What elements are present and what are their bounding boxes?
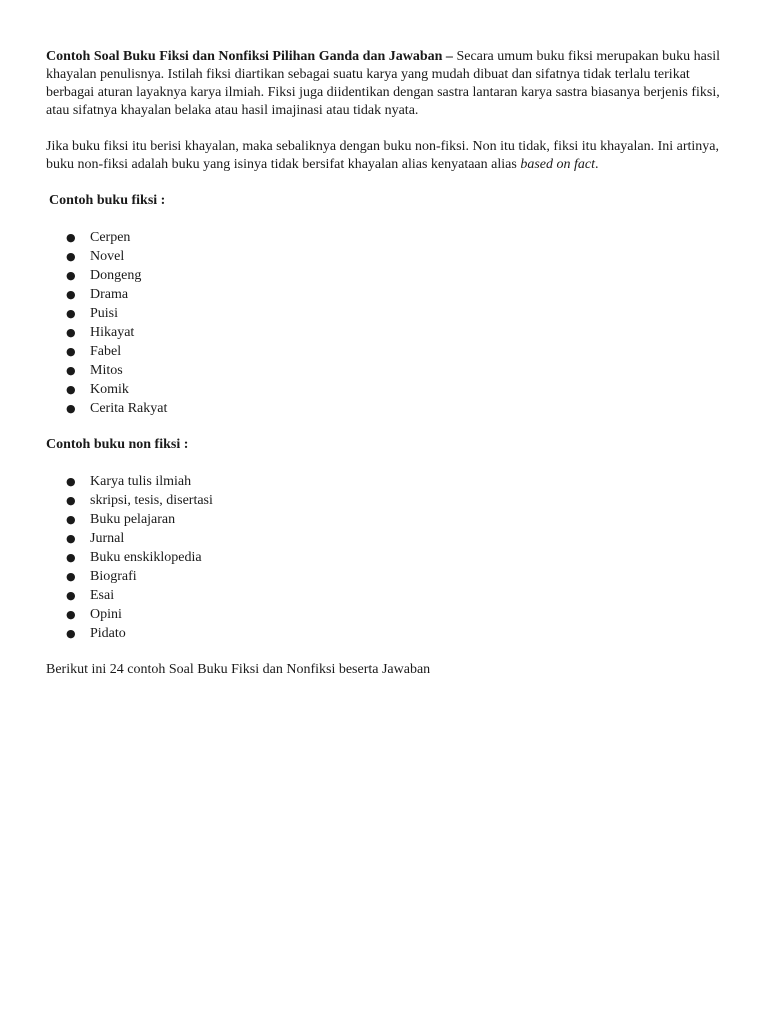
list-item — [46, 491, 726, 510]
bullet-icon: ● — [66, 402, 76, 415]
list-item-label: Opini — [90, 607, 122, 622]
definition-end: . — [594, 157, 599, 172]
intro-paragraph — [46, 48, 726, 120]
intro-title: Contoh Soal Buku Fiksi dan Nonfiksi Pilihan Ganda dan Jawaban – — [46, 49, 453, 64]
bullet-icon: ● — [66, 250, 76, 263]
list-item-label: Puisi — [90, 306, 119, 321]
bullet-icon: ● — [66, 627, 76, 640]
list-item-label: Dongeng — [90, 268, 142, 283]
bullet-icon: ● — [66, 383, 76, 396]
list-item — [46, 266, 726, 285]
list-item — [46, 361, 726, 380]
list-item — [46, 399, 726, 418]
bullet-icon: ● — [66, 532, 76, 545]
list-item-label: Drama — [90, 287, 129, 302]
bullet-icon: ● — [66, 269, 76, 282]
bullet-icon: ● — [66, 494, 76, 507]
bullet-icon: ● — [66, 288, 76, 301]
bullet-icon: ● — [66, 570, 76, 583]
nonfiction-definition-paragraph — [46, 138, 726, 174]
list-item — [46, 605, 726, 624]
list-item-label: Buku pelajaran — [90, 512, 176, 527]
list-item — [46, 323, 726, 342]
list-item — [46, 548, 726, 567]
bullet-icon: ● — [66, 307, 76, 320]
list-item — [46, 624, 726, 643]
list-item-label: Fabel — [90, 344, 122, 359]
nonfiction-heading: Contoh buku non fiksi : — [46, 437, 189, 452]
closing-text: Berikut ini 24 contoh Soal Buku Fiksi dan Nonfiksi beserta Jawaban — [46, 662, 431, 677]
bullet-icon: ● — [66, 608, 76, 621]
list-item — [46, 285, 726, 304]
bullet-icon: ● — [66, 513, 76, 526]
list-item-label: Mitos — [90, 363, 123, 378]
document-page — [46, 48, 726, 679]
fiction-heading: Contoh buku fiksi : — [49, 193, 166, 208]
list-item-label: Jurnal — [90, 531, 125, 546]
list-item — [46, 228, 726, 247]
list-item-label: skripsi, tesis, disertasi — [90, 493, 213, 508]
list-item-label: Hikayat — [90, 325, 135, 340]
bullet-icon: ● — [66, 551, 76, 564]
list-item — [46, 304, 726, 323]
list-item-label: Esai — [90, 588, 115, 603]
bullet-icon: ● — [66, 326, 76, 339]
bullet-icon: ● — [66, 231, 76, 244]
bullet-icon: ● — [66, 589, 76, 602]
intro-text: Secara umum buku fiksi merupakan buku hasil khayalan penulisnya. Istilah fiksi diartikan sebagai suatu karya yang mudah dibuat dan sifatnya tidak terlalu terikat berbagai aturan layaknya karya ilmiah. Fiksi juga diidentikan dengan sastra lantaran karya sastra biasanya berjenis fiksi, atau sifatnya khayalan belaka atau hasil imajinasi atau tidak nyata. — [46, 49, 721, 118]
list-item — [46, 247, 726, 266]
list-item-label: Cerita Rakyat — [90, 401, 168, 416]
list-item-label: Buku enskiklopedia — [90, 550, 202, 565]
list-item-label: Pidato — [90, 626, 126, 641]
list-item-label: Biografi — [90, 569, 137, 584]
definition-text: Jika buku fiksi itu berisi khayalan, maka sebaliknya dengan buku non-fiksi. Non itu tidak, fiksi itu khayalan. Ini artinya, buku non-fiksi adalah buku yang isinya tidak bersifat khayalan alias kenyataan alias — [46, 139, 720, 172]
list-item-label: Karya tulis ilmiah — [90, 474, 192, 489]
fiction-list — [46, 228, 726, 418]
list-item — [46, 567, 726, 586]
bullet-icon: ● — [66, 364, 76, 377]
list-item-label: Cerpen — [90, 230, 131, 245]
list-item-label: Komik — [90, 382, 129, 397]
list-item — [46, 586, 726, 605]
list-item — [46, 529, 726, 548]
list-item — [46, 510, 726, 529]
bullet-icon: ● — [66, 345, 76, 358]
definition-italic: based on fact — [520, 157, 595, 172]
bullet-icon: ● — [66, 475, 76, 488]
nonfiction-list — [46, 472, 726, 643]
list-item — [46, 472, 726, 491]
list-item — [46, 342, 726, 361]
list-item-label: Novel — [90, 249, 125, 264]
list-item — [46, 380, 726, 399]
